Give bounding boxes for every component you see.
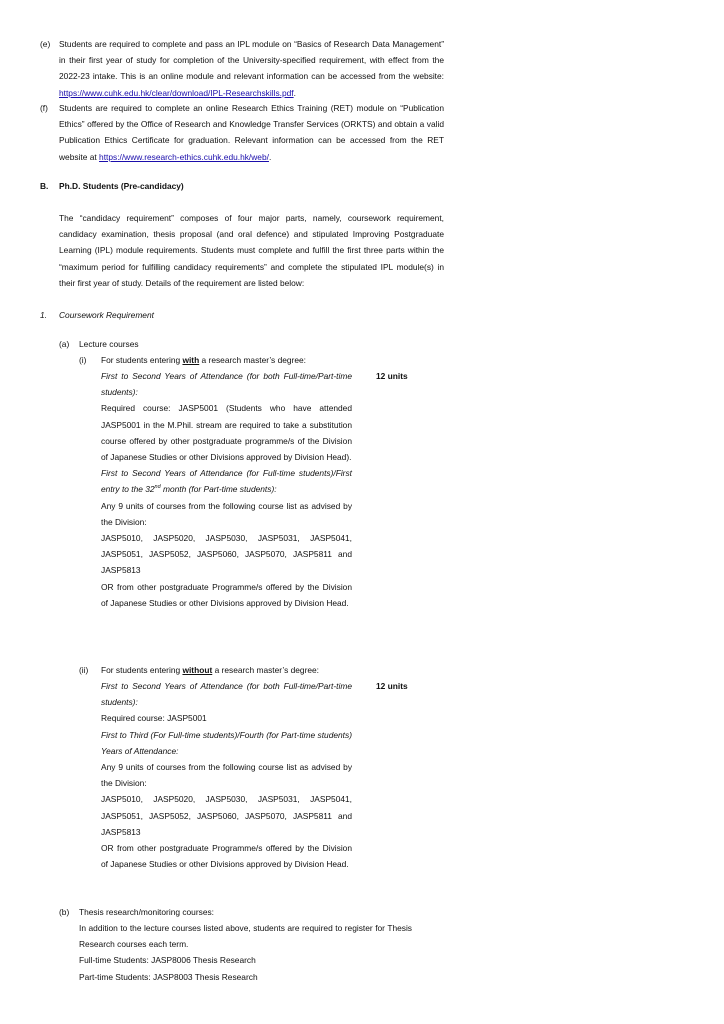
- sub-ii-course-list: JASP5010, JASP5020, JASP5030, JASP5031, JASP5041, JASP5051, JASP5052, JASP5060, JASP5070, JASP5811 and JASP5813: [101, 794, 352, 837]
- sub-i-period-1: First to Second Years of Attendance (for both Full-time/Part-time students):: [101, 371, 352, 398]
- sub-i-period-2-sup: nd: [154, 484, 161, 491]
- candidacy-intro: The “candidacy requirement” composes of four major parts, namely, coursework requirement, candidacy examination, thesis proposal (and oral defence) and stipulated Improving Postgraduate Learning (IPL) module requirements. Students must complete and fulfill the first three parts within the “maximum period for fulfilling candidacy requirements” and complete the stipulated IPL module(s) in their first year of study. Details of the requirement are listed below:: [59, 213, 444, 288]
- item-e-paragraph: [59, 36, 444, 101]
- research-ethics-link[interactable]: https://www.research-ethics.cuhk.edu.hk/web/: [99, 151, 269, 162]
- sub-ii-any-9-units: Any 9 units of courses from the following course list as advised by the Division:: [101, 762, 352, 789]
- sub-i-body: [101, 368, 352, 611]
- sub-ii-units: 12 units: [376, 681, 408, 691]
- lecture-label: (a): [59, 339, 70, 349]
- item-e-tail: .: [293, 87, 296, 98]
- thesis-text: In addition to the lecture courses listed above, students are required to register for Thesis Research courses each term.: [79, 923, 412, 950]
- sub-i-alternative: OR from other postgraduate Programme/s offered by the Division of Japanese Studies or other Divisions approved by Division Head.: [101, 581, 352, 608]
- item-f-label: (f): [40, 103, 48, 113]
- coursework-label: 1.: [40, 310, 47, 320]
- sub-i-required-course: Required course: JASP5001 (Students who have attended JASP5001 in the M.Phil. stream are required to take a substitution course offered by other postgraduate programme/s of the Division of Japanese Studies or other Divisions approved by Division Head).: [101, 403, 352, 463]
- sub-ii-lead-pre: For students entering: [101, 665, 183, 675]
- item-f-paragraph: [59, 100, 444, 165]
- coursework-title: Coursework Requirement: [59, 310, 154, 320]
- lecture-title: Lecture courses: [79, 339, 139, 349]
- ipl-research-skills-link[interactable]: https://www.cuhk.edu.hk/clear/download/IPL-Researchskills.pdf: [59, 87, 294, 98]
- sub-ii-period-2: First to Third (For Full-time students)/Fourth (for Part-time students) Years of Attendance:: [101, 729, 352, 756]
- sub-i-lead: [101, 352, 361, 368]
- sub-ii-label: (ii): [79, 665, 89, 675]
- sub-ii-lead: [101, 662, 361, 678]
- thesis-body: [79, 920, 412, 985]
- item-f-tail: .: [268, 151, 272, 162]
- item-f-text: Students are required to complete an online Research Ethics Training (RET) module on “Publication Ethics” offered by the Office of Research and Knowledge Transfer Services (ORKTS) and obtain a valid Publication Ethics Certificate for graduation. Relevant information can be accessed from the RET website at: [59, 103, 444, 162]
- sub-i-lead-pre: For students entering: [101, 355, 183, 365]
- sub-i-label: (i): [79, 355, 87, 365]
- sub-ii-required-course: Required course: JASP5001: [101, 713, 207, 724]
- item-e-label: (e): [40, 39, 51, 49]
- sub-ii-period-1: First to Second Years of Attendance (for both Full-time/Part-time students):: [101, 681, 352, 708]
- sub-i-period-2: [101, 465, 352, 497]
- sub-ii-body: [101, 678, 352, 872]
- thesis-label: (b): [59, 907, 70, 917]
- sub-ii-alternative: OR from other postgraduate Programme/s offered by the Division of Japanese Studies or other Divisions approved by Division Head.: [101, 843, 352, 870]
- section-b-title: Ph.D. Students (Pre-candidacy): [59, 181, 184, 191]
- sub-i-period-2-a: First to Second Years of Attendance (for Full-time students)/First entry to the 32: [101, 468, 352, 495]
- sub-ii-lead-emphasis: without: [182, 665, 213, 675]
- sub-ii-lead-post: a research master’s degree:: [212, 665, 320, 675]
- item-e-text: Students are required to complete and pass an IPL module on “Basics of Research Data Management” in their first year of study for completion of the University-specified requirement, with effect from the 2022-23 intake. This is an online module and relevant information can be accessed from the website:: [59, 39, 444, 82]
- section-b-label: B.: [40, 181, 49, 191]
- sub-i-any-9-units: Any 9 units of courses from the following course list as advised by the Division:: [101, 500, 352, 527]
- thesis-full-time: Full-time Students: JASP8006 Thesis Research: [79, 955, 256, 966]
- sub-i-period-2-b: month (for Part-time students):: [160, 484, 277, 495]
- sub-i-units: 12 units: [376, 371, 408, 381]
- thesis-part-time: Part-time Students: JASP8003 Thesis Research: [79, 971, 258, 982]
- sub-i-lead-emphasis: with: [182, 355, 200, 365]
- sub-i-course-list: JASP5010, JASP5020, JASP5030, JASP5031, JASP5041, JASP5051, JASP5052, JASP5060, JASP5070, JASP5811 and JASP5813: [101, 533, 352, 576]
- sub-i-lead-post: a research master’s degree:: [199, 355, 306, 365]
- thesis-title: Thesis research/monitoring courses:: [79, 907, 214, 917]
